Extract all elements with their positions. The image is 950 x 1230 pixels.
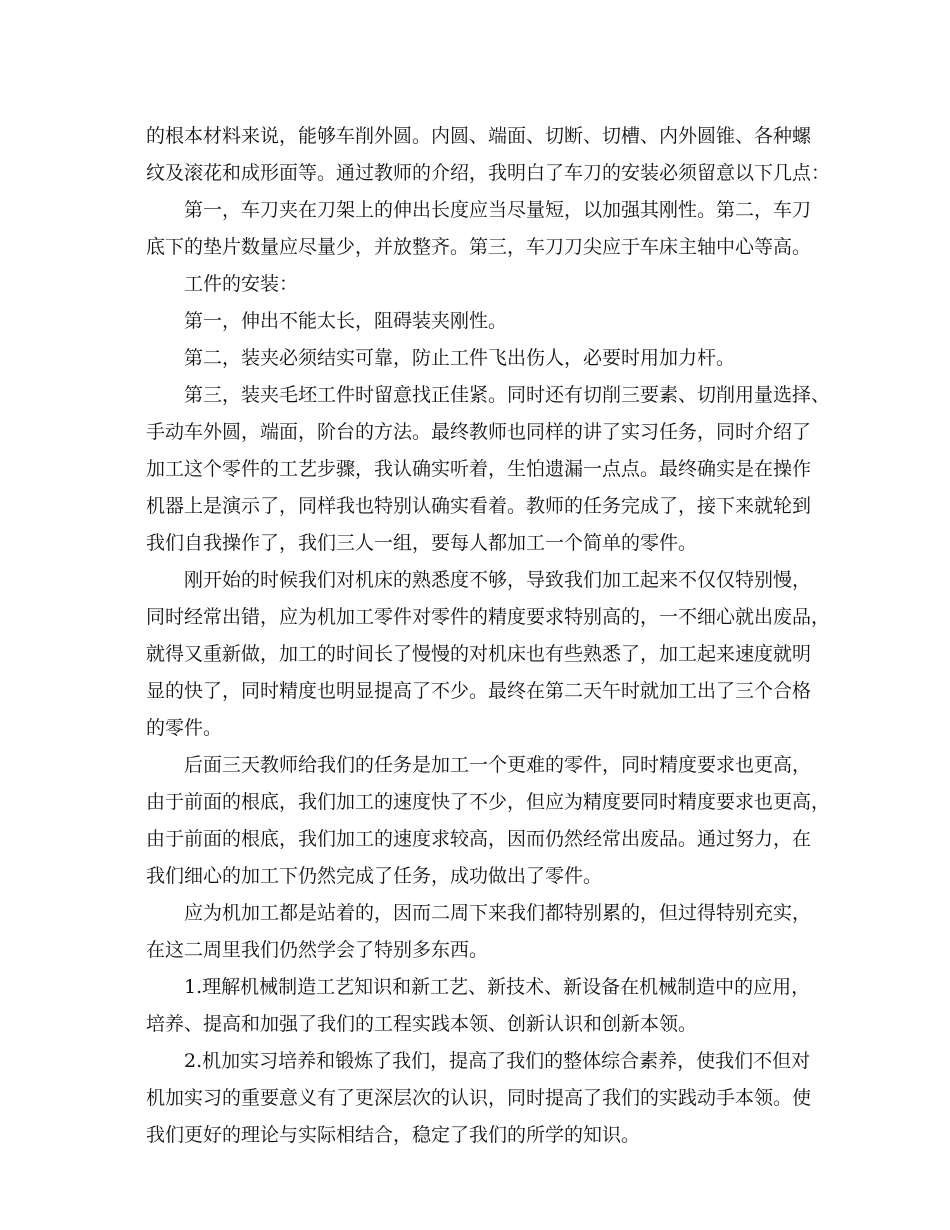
text-line: 工件的安装： [184,273,299,295]
text-line: 刚开始的时候我们对机床的熟悉度不够，导致我们加工起来不仅仅特别慢， [184,569,812,591]
text-line: 第一，伸出不能太长，阻碍装夹刚性。 [184,310,508,332]
text-line: 在这二周里我们仍然学会了特别多东西。 [146,939,489,961]
text-line: 应为机加工都是站着的，因而二周下来我们都特别累的，但过得特别充实， [184,902,812,924]
text-line: 我们自我操作了，我们三人一组，要每人都加工一个简单的零件。 [146,532,698,554]
text-line: 后面三天教师给我们的任务是加工一个更难的零件，同时精度要求也更高， [184,754,812,776]
text-line: 我们更好的理论与实际相结合，稳定了我们的所学的知识。 [146,1124,641,1146]
text-line: 显的快了，同时精度也明显提高了不少。最终在第二天午时就加工出了三个合格 [146,680,812,702]
text-line: 第三，装夹毛坯工件时留意找正佳紧。同时还有切削三要素、切削用量选择、 [184,384,831,406]
text-line: 机加实习的重要意义有了更深层次的认识，同时提高了我们的实践动手本领。使 [146,1087,812,1109]
text-line: 就得又重新做，加工的时间长了慢慢的对机床也有些熟悉了，加工起来速度就明 [146,643,812,665]
text-line: 由于前面的根底，我们加工的速度快了不少，但应为精度要同时精度要求也更高， [146,791,831,813]
text-line: 手动车外圆，端面，阶台的方法。最终教师也同样的讲了实习任务，同时介绍了 [146,421,812,443]
text-line: 1.理解机械制造工艺知识和新工艺、新技术、新设备在机械制造中的应用， [184,976,811,998]
text-line: 同时经常出错，应为机加工零件对零件的精度要求特别高的，一不细心就出废品， [146,606,831,628]
text-line: 机器上是演示了，同样我也特别认确实看着。教师的任务完成了，接下来就轮到 [146,495,812,517]
document-body [146,118,831,1154]
text-line: 我们细心的加工下仍然完成了任务，成功做出了零件。 [146,865,603,887]
text-line: 2.机加实习培养和锻炼了我们，提高了我们的整体综合素养，使我们不但对 [184,1050,811,1072]
text-line: 的根本材料来说，能够车削外圆。内圆、端面、切断、切槽、内外圆锥、各种螺 [146,125,812,147]
text-line: 纹及滚花和成形面等。通过教师的介绍，我明白了车刀的安装必须留意以下几点： [146,162,831,184]
text-line: 培养、提高和加强了我们的工程实践本领、创新认识和创新本领。 [146,1013,698,1035]
text-line: 底下的垫片数量应尽量少，并放整齐。第三，车刀刀尖应于车床主轴中心等高。 [146,236,812,258]
text-line: 第一，车刀夹在刀架上的伸出长度应当尽量短，以加强其刚性。第二，车刀 [184,199,812,221]
text-line: 第二，装夹必须结实可靠，防止工件飞出伤人，必要时用加力杆。 [184,347,736,369]
text-line: 加工这个零件的工艺步骤，我认确实听着，生怕遗漏一点点。最终确实是在操作 [146,458,812,480]
text-line: 由于前面的根底，我们加工的速度求较高，因而仍然经常出废品。通过努力，在 [146,828,812,850]
text-line: 的零件。 [146,717,223,739]
